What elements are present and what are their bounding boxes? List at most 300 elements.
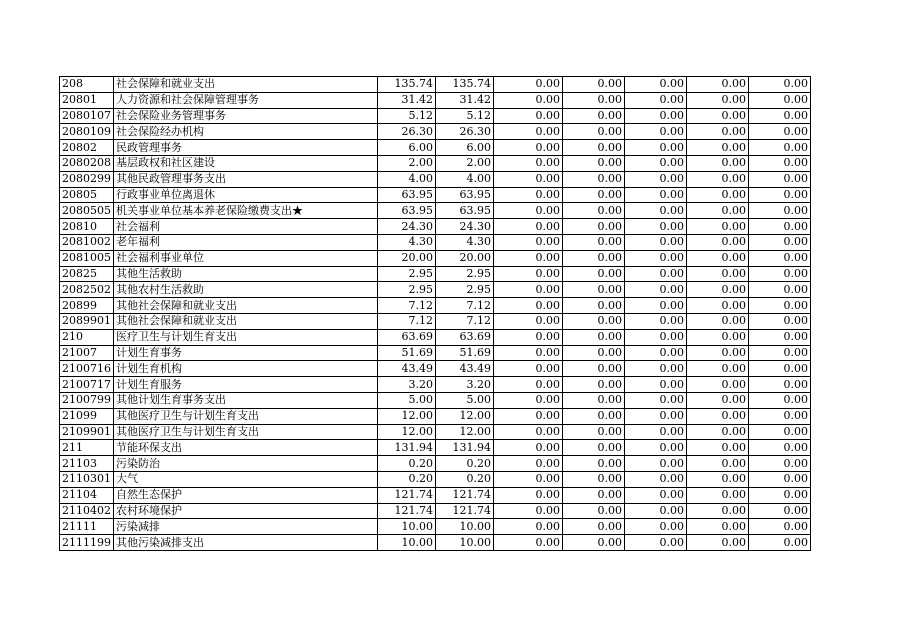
value-cell[interactable]: 0.00 [687, 408, 749, 424]
value-cell[interactable]: 0.00 [749, 282, 811, 298]
value-cell[interactable]: 135.74 [436, 77, 494, 93]
value-cell[interactable]: 3.20 [378, 377, 436, 393]
value-cell[interactable]: 0.00 [625, 219, 687, 235]
value-cell[interactable]: 0.00 [749, 250, 811, 266]
value-cell[interactable]: 121.74 [436, 487, 494, 503]
name-cell[interactable]: 老年福利 [114, 234, 378, 250]
value-cell[interactable]: 0.00 [625, 92, 687, 108]
table-row [60, 108, 811, 124]
code-cell[interactable]: 2089901 [60, 313, 114, 329]
value-cell[interactable]: 0.00 [563, 471, 625, 487]
value-cell[interactable]: 0.00 [687, 392, 749, 408]
code-cell[interactable]: 20899 [60, 298, 114, 314]
name-cell[interactable]: 节能环保支出 [114, 440, 378, 456]
value-cell[interactable]: 0.00 [687, 361, 749, 377]
value-cell[interactable]: 0.00 [625, 535, 687, 551]
value-cell[interactable]: 121.74 [378, 503, 436, 519]
value-cell[interactable]: 0.00 [494, 77, 563, 93]
code-cell[interactable]: 20825 [60, 266, 114, 282]
name-cell[interactable]: 其他社会保障和就业支出 [114, 313, 378, 329]
value-cell[interactable]: 0.00 [687, 140, 749, 156]
value-cell[interactable]: 0.00 [625, 361, 687, 377]
value-cell[interactable]: 4.30 [436, 234, 494, 250]
value-cell[interactable]: 0.00 [494, 361, 563, 377]
value-cell[interactable]: 5.12 [378, 108, 436, 124]
value-cell[interactable]: 63.69 [436, 329, 494, 345]
name-cell[interactable]: 行政事业单位离退休 [114, 187, 378, 203]
name-cell[interactable]: 其他污染减排支出 [114, 535, 378, 551]
value-cell[interactable]: 0.00 [687, 519, 749, 535]
name-cell[interactable]: 其他医疗卫生与计划生育支出 [114, 408, 378, 424]
value-cell[interactable]: 3.20 [436, 377, 494, 393]
value-cell[interactable]: 0.00 [749, 519, 811, 535]
code-cell[interactable]: 2111199 [60, 535, 114, 551]
code-cell[interactable]: 20805 [60, 187, 114, 203]
value-cell[interactable]: 20.00 [378, 250, 436, 266]
value-cell[interactable]: 135.74 [378, 77, 436, 93]
value-cell[interactable]: 0.00 [749, 140, 811, 156]
value-cell[interactable]: 0.00 [494, 171, 563, 187]
value-cell[interactable]: 51.69 [436, 345, 494, 361]
value-cell[interactable]: 0.00 [749, 187, 811, 203]
value-cell[interactable]: 0.00 [625, 329, 687, 345]
table-row [60, 329, 811, 345]
value-cell[interactable]: 4.00 [378, 171, 436, 187]
table-row [60, 456, 811, 472]
value-cell[interactable]: 0.00 [687, 266, 749, 282]
value-cell[interactable]: 7.12 [436, 298, 494, 314]
value-cell[interactable]: 0.00 [687, 377, 749, 393]
value-cell[interactable]: 0.00 [625, 519, 687, 535]
name-cell[interactable]: 社会保险业务管理事务 [114, 108, 378, 124]
value-cell[interactable]: 0.00 [563, 203, 625, 219]
value-cell[interactable]: 0.00 [563, 519, 625, 535]
code-cell[interactable]: 208 [60, 77, 114, 93]
name-cell[interactable]: 其他民政管理事务支出 [114, 171, 378, 187]
value-cell[interactable]: 0.00 [494, 329, 563, 345]
value-cell[interactable]: 0.00 [563, 361, 625, 377]
value-cell[interactable]: 0.00 [625, 250, 687, 266]
value-cell[interactable]: 0.00 [749, 361, 811, 377]
value-cell[interactable]: 7.12 [436, 313, 494, 329]
value-cell[interactable]: 0.00 [749, 503, 811, 519]
value-cell[interactable]: 0.00 [563, 377, 625, 393]
value-cell[interactable]: 0.00 [625, 456, 687, 472]
value-cell[interactable]: 0.00 [749, 266, 811, 282]
value-cell[interactable]: 0.00 [687, 345, 749, 361]
value-cell[interactable]: 24.30 [436, 219, 494, 235]
name-cell[interactable]: 污染防治 [114, 456, 378, 472]
value-cell[interactable]: 0.00 [563, 503, 625, 519]
value-cell[interactable]: 10.00 [436, 519, 494, 535]
value-cell[interactable]: 0.00 [494, 471, 563, 487]
value-cell[interactable]: 0.00 [687, 440, 749, 456]
table-row [60, 77, 811, 93]
value-cell[interactable]: 43.49 [436, 361, 494, 377]
value-cell[interactable]: 43.49 [378, 361, 436, 377]
value-cell[interactable]: 7.12 [378, 298, 436, 314]
table-row [60, 124, 811, 140]
table-row [60, 519, 811, 535]
value-cell[interactable]: 0.00 [749, 219, 811, 235]
value-cell[interactable]: 0.00 [687, 250, 749, 266]
value-cell[interactable]: 12.00 [378, 424, 436, 440]
value-cell[interactable]: 24.30 [378, 219, 436, 235]
value-cell[interactable]: 0.00 [749, 124, 811, 140]
value-cell[interactable]: 20.00 [436, 250, 494, 266]
value-cell[interactable]: 0.00 [687, 77, 749, 93]
value-cell[interactable]: 0.00 [749, 408, 811, 424]
code-cell[interactable]: 2109901 [60, 424, 114, 440]
value-cell[interactable]: 0.00 [687, 108, 749, 124]
value-cell[interactable]: 31.42 [378, 92, 436, 108]
value-cell[interactable]: 0.00 [687, 203, 749, 219]
value-cell[interactable]: 0.00 [563, 487, 625, 503]
code-cell[interactable]: 21099 [60, 408, 114, 424]
value-cell[interactable]: 0.00 [625, 487, 687, 503]
value-cell[interactable]: 0.00 [563, 77, 625, 93]
code-cell[interactable]: 2080299 [60, 171, 114, 187]
code-cell[interactable]: 2110402 [60, 503, 114, 519]
value-cell[interactable]: 5.12 [436, 108, 494, 124]
value-cell[interactable]: 0.00 [494, 424, 563, 440]
value-cell[interactable]: 0.00 [687, 298, 749, 314]
name-cell[interactable]: 其他农村生活救助 [114, 282, 378, 298]
value-cell[interactable]: 0.00 [687, 219, 749, 235]
value-cell[interactable]: 0.00 [687, 424, 749, 440]
value-cell[interactable]: 63.69 [378, 329, 436, 345]
value-cell[interactable]: 0.00 [687, 487, 749, 503]
value-cell[interactable]: 0.00 [749, 155, 811, 171]
table-row [60, 282, 811, 298]
value-cell[interactable]: 0.00 [494, 298, 563, 314]
value-cell[interactable]: 2.00 [436, 155, 494, 171]
value-cell[interactable]: 0.00 [687, 535, 749, 551]
value-cell[interactable]: 0.00 [749, 392, 811, 408]
value-cell[interactable]: 10.00 [378, 519, 436, 535]
value-cell[interactable]: 0.00 [625, 282, 687, 298]
name-cell[interactable]: 污染减排 [114, 519, 378, 535]
value-cell[interactable]: 0.00 [563, 424, 625, 440]
value-cell[interactable]: 0.00 [749, 535, 811, 551]
value-cell[interactable]: 0.00 [625, 108, 687, 124]
name-cell[interactable]: 计划生育机构 [114, 361, 378, 377]
value-cell[interactable]: 2.00 [378, 155, 436, 171]
value-cell[interactable]: 0.00 [494, 250, 563, 266]
value-cell[interactable]: 0.00 [625, 171, 687, 187]
value-cell[interactable]: 0.00 [625, 440, 687, 456]
value-cell[interactable]: 2.95 [378, 282, 436, 298]
code-cell[interactable]: 211 [60, 440, 114, 456]
value-cell[interactable]: 63.95 [436, 187, 494, 203]
value-cell[interactable]: 0.00 [687, 124, 749, 140]
value-cell[interactable]: 0.00 [494, 456, 563, 472]
value-cell[interactable]: 51.69 [378, 345, 436, 361]
value-cell[interactable]: 0.00 [494, 377, 563, 393]
value-cell[interactable]: 31.42 [436, 92, 494, 108]
value-cell[interactable]: 0.00 [494, 187, 563, 203]
value-cell[interactable]: 0.00 [563, 298, 625, 314]
name-cell[interactable]: 社会福利事业单位 [114, 250, 378, 266]
value-cell[interactable]: 121.74 [436, 503, 494, 519]
value-cell[interactable]: 0.00 [625, 203, 687, 219]
code-cell[interactable]: 2081002 [60, 234, 114, 250]
table-row [60, 203, 811, 219]
value-cell[interactable]: 0.00 [687, 282, 749, 298]
value-cell[interactable]: 0.00 [749, 108, 811, 124]
value-cell[interactable]: 0.00 [494, 503, 563, 519]
value-cell[interactable]: 0.00 [687, 234, 749, 250]
value-cell[interactable]: 0.00 [749, 171, 811, 187]
value-cell[interactable]: 0.00 [749, 487, 811, 503]
value-cell[interactable]: 4.00 [436, 171, 494, 187]
value-cell[interactable]: 0.00 [563, 266, 625, 282]
value-cell[interactable]: 0.00 [625, 392, 687, 408]
value-cell[interactable]: 0.00 [494, 124, 563, 140]
value-cell[interactable]: 0.00 [687, 471, 749, 487]
value-cell[interactable]: 0.00 [563, 282, 625, 298]
value-cell[interactable]: 0.00 [563, 124, 625, 140]
table-row [60, 503, 811, 519]
value-cell[interactable]: 0.00 [625, 471, 687, 487]
value-cell[interactable]: 0.00 [494, 140, 563, 156]
value-cell[interactable]: 0.00 [749, 440, 811, 456]
code-cell[interactable]: 20802 [60, 140, 114, 156]
table-row [60, 471, 811, 487]
table-row [60, 535, 811, 551]
name-cell[interactable]: 其他生活救助 [114, 266, 378, 282]
table-row [60, 171, 811, 187]
code-cell[interactable]: 2081005 [60, 250, 114, 266]
value-cell[interactable]: 0.00 [494, 487, 563, 503]
name-cell[interactable]: 社会保险经办机构 [114, 124, 378, 140]
value-cell[interactable]: 0.00 [625, 155, 687, 171]
value-cell[interactable]: 63.95 [436, 203, 494, 219]
value-cell[interactable]: 4.30 [378, 234, 436, 250]
value-cell[interactable]: 12.00 [378, 408, 436, 424]
value-cell[interactable]: 7.12 [378, 313, 436, 329]
value-cell[interactable]: 0.00 [494, 92, 563, 108]
code-cell[interactable]: 2080109 [60, 124, 114, 140]
value-cell[interactable]: 0.00 [494, 203, 563, 219]
value-cell[interactable]: 0.00 [625, 503, 687, 519]
value-cell[interactable]: 0.00 [563, 408, 625, 424]
value-cell[interactable]: 0.00 [494, 440, 563, 456]
value-cell[interactable]: 0.00 [563, 329, 625, 345]
value-cell[interactable]: 0.00 [687, 503, 749, 519]
value-cell[interactable]: 0.00 [749, 471, 811, 487]
code-cell[interactable]: 2100799 [60, 392, 114, 408]
table-row [60, 377, 811, 393]
code-cell[interactable]: 2080208 [60, 155, 114, 171]
value-cell[interactable]: 2.95 [436, 282, 494, 298]
value-cell[interactable]: 0.00 [749, 456, 811, 472]
value-cell[interactable]: 0.00 [563, 92, 625, 108]
name-cell[interactable]: 其他计划生育事务支出 [114, 392, 378, 408]
value-cell[interactable]: 0.00 [563, 250, 625, 266]
value-cell[interactable]: 0.00 [563, 440, 625, 456]
value-cell[interactable]: 0.00 [687, 329, 749, 345]
table-row [60, 234, 811, 250]
value-cell[interactable]: 0.00 [687, 187, 749, 203]
code-cell[interactable]: 21111 [60, 519, 114, 535]
code-cell[interactable]: 2082502 [60, 282, 114, 298]
table-row [60, 487, 811, 503]
value-cell[interactable]: 0.00 [749, 329, 811, 345]
value-cell[interactable]: 0.00 [494, 519, 563, 535]
name-cell[interactable]: 医疗卫生与计划生育支出 [114, 329, 378, 345]
table-row [60, 92, 811, 108]
code-cell[interactable]: 2100717 [60, 377, 114, 393]
value-cell[interactable]: 0.00 [494, 345, 563, 361]
value-cell[interactable]: 0.00 [749, 77, 811, 93]
value-cell[interactable]: 0.00 [563, 392, 625, 408]
value-cell[interactable]: 131.94 [436, 440, 494, 456]
value-cell[interactable]: 0.00 [687, 155, 749, 171]
table-row [60, 155, 811, 171]
value-cell[interactable]: 0.00 [494, 282, 563, 298]
name-cell[interactable]: 计划生育服务 [114, 377, 378, 393]
value-cell[interactable]: 0.00 [749, 345, 811, 361]
table-row [60, 313, 811, 329]
value-cell[interactable]: 121.74 [378, 487, 436, 503]
value-cell[interactable]: 63.95 [378, 203, 436, 219]
value-cell[interactable]: 0.00 [749, 203, 811, 219]
name-cell[interactable]: 计划生育事务 [114, 345, 378, 361]
value-cell[interactable]: 0.00 [625, 77, 687, 93]
value-cell[interactable]: 0.00 [687, 171, 749, 187]
table-row [60, 424, 811, 440]
table-row [60, 408, 811, 424]
value-cell[interactable]: 0.00 [494, 392, 563, 408]
value-cell[interactable]: 0.00 [749, 234, 811, 250]
table-row [60, 187, 811, 203]
value-cell[interactable]: 0.00 [625, 313, 687, 329]
value-cell[interactable]: 0.00 [749, 92, 811, 108]
value-cell[interactable]: 2.95 [378, 266, 436, 282]
code-cell[interactable]: 21103 [60, 456, 114, 472]
value-cell[interactable]: 0.00 [563, 234, 625, 250]
name-cell[interactable]: 机关事业单位基本养老保险缴费支出★ [114, 203, 378, 219]
code-cell[interactable]: 20801 [60, 92, 114, 108]
value-cell[interactable]: 0.00 [687, 92, 749, 108]
value-cell[interactable]: 0.20 [378, 456, 436, 472]
value-cell[interactable]: 0.00 [563, 313, 625, 329]
code-cell[interactable]: 21007 [60, 345, 114, 361]
value-cell[interactable]: 6.00 [436, 140, 494, 156]
value-cell[interactable]: 0.00 [494, 219, 563, 235]
value-cell[interactable]: 0.00 [494, 155, 563, 171]
code-cell[interactable]: 2080505 [60, 203, 114, 219]
value-cell[interactable]: 0.00 [563, 345, 625, 361]
name-cell[interactable]: 人力资源和社会保障管理事务 [114, 92, 378, 108]
value-cell[interactable]: 0.00 [625, 266, 687, 282]
table-body [60, 77, 811, 551]
value-cell[interactable]: 12.00 [436, 408, 494, 424]
value-cell[interactable]: 2.95 [436, 266, 494, 282]
value-cell[interactable]: 0.00 [494, 313, 563, 329]
value-cell[interactable]: 0.00 [625, 408, 687, 424]
value-cell[interactable]: 63.95 [378, 187, 436, 203]
table-row [60, 219, 811, 235]
value-cell[interactable]: 0.00 [494, 266, 563, 282]
value-cell[interactable]: 0.00 [563, 108, 625, 124]
value-cell[interactable]: 12.00 [436, 424, 494, 440]
table-row [60, 140, 811, 156]
value-cell[interactable]: 0.00 [625, 345, 687, 361]
budget-table [59, 76, 811, 551]
name-cell[interactable]: 社会福利 [114, 219, 378, 235]
code-cell[interactable]: 20810 [60, 219, 114, 235]
table-row [60, 345, 811, 361]
value-cell[interactable]: 0.00 [625, 234, 687, 250]
value-cell[interactable]: 5.00 [378, 392, 436, 408]
name-cell[interactable]: 民政管理事务 [114, 140, 378, 156]
value-cell[interactable]: 0.00 [563, 456, 625, 472]
value-cell[interactable]: 0.20 [436, 471, 494, 487]
value-cell[interactable]: 0.00 [563, 535, 625, 551]
code-cell[interactable]: 2100716 [60, 361, 114, 377]
value-cell[interactable]: 0.20 [378, 471, 436, 487]
value-cell[interactable]: 0.00 [625, 377, 687, 393]
value-cell[interactable]: 0.00 [494, 234, 563, 250]
value-cell[interactable]: 10.00 [378, 535, 436, 551]
code-cell[interactable]: 21104 [60, 487, 114, 503]
value-cell[interactable]: 0.00 [625, 424, 687, 440]
value-cell[interactable]: 0.00 [625, 187, 687, 203]
value-cell[interactable]: 0.00 [494, 535, 563, 551]
value-cell[interactable]: 0.00 [687, 313, 749, 329]
name-cell[interactable]: 自然生态保护 [114, 487, 378, 503]
value-cell[interactable]: 26.30 [436, 124, 494, 140]
table-row [60, 440, 811, 456]
value-cell[interactable]: 0.00 [494, 408, 563, 424]
value-cell[interactable]: 0.00 [563, 155, 625, 171]
value-cell[interactable]: 0.00 [494, 108, 563, 124]
name-cell[interactable]: 其他医疗卫生与计划生育支出 [114, 424, 378, 440]
value-cell[interactable]: 0.00 [687, 456, 749, 472]
table-row [60, 298, 811, 314]
value-cell[interactable]: 0.00 [749, 424, 811, 440]
value-cell[interactable]: 0.00 [563, 171, 625, 187]
name-cell[interactable]: 社会保障和就业支出 [114, 77, 378, 93]
value-cell[interactable]: 0.00 [625, 124, 687, 140]
table-row [60, 266, 811, 282]
value-cell[interactable]: 0.00 [625, 298, 687, 314]
value-cell[interactable]: 0.20 [436, 456, 494, 472]
value-cell[interactable]: 10.00 [436, 535, 494, 551]
table-row [60, 250, 811, 266]
name-cell[interactable]: 其他社会保障和就业支出 [114, 298, 378, 314]
value-cell[interactable]: 0.00 [563, 219, 625, 235]
value-cell[interactable]: 0.00 [563, 187, 625, 203]
value-cell[interactable]: 0.00 [625, 140, 687, 156]
value-cell[interactable]: 0.00 [749, 377, 811, 393]
code-cell[interactable]: 210 [60, 329, 114, 345]
value-cell[interactable]: 6.00 [378, 140, 436, 156]
value-cell[interactable]: 5.00 [436, 392, 494, 408]
value-cell[interactable]: 0.00 [563, 140, 625, 156]
code-cell[interactable]: 2080107 [60, 108, 114, 124]
code-cell[interactable]: 2110301 [60, 471, 114, 487]
name-cell[interactable]: 农村环境保护 [114, 503, 378, 519]
value-cell[interactable]: 26.30 [378, 124, 436, 140]
name-cell[interactable]: 大气 [114, 471, 378, 487]
value-cell[interactable]: 131.94 [378, 440, 436, 456]
value-cell[interactable]: 0.00 [749, 298, 811, 314]
name-cell[interactable]: 基层政权和社区建设 [114, 155, 378, 171]
value-cell[interactable]: 0.00 [749, 313, 811, 329]
